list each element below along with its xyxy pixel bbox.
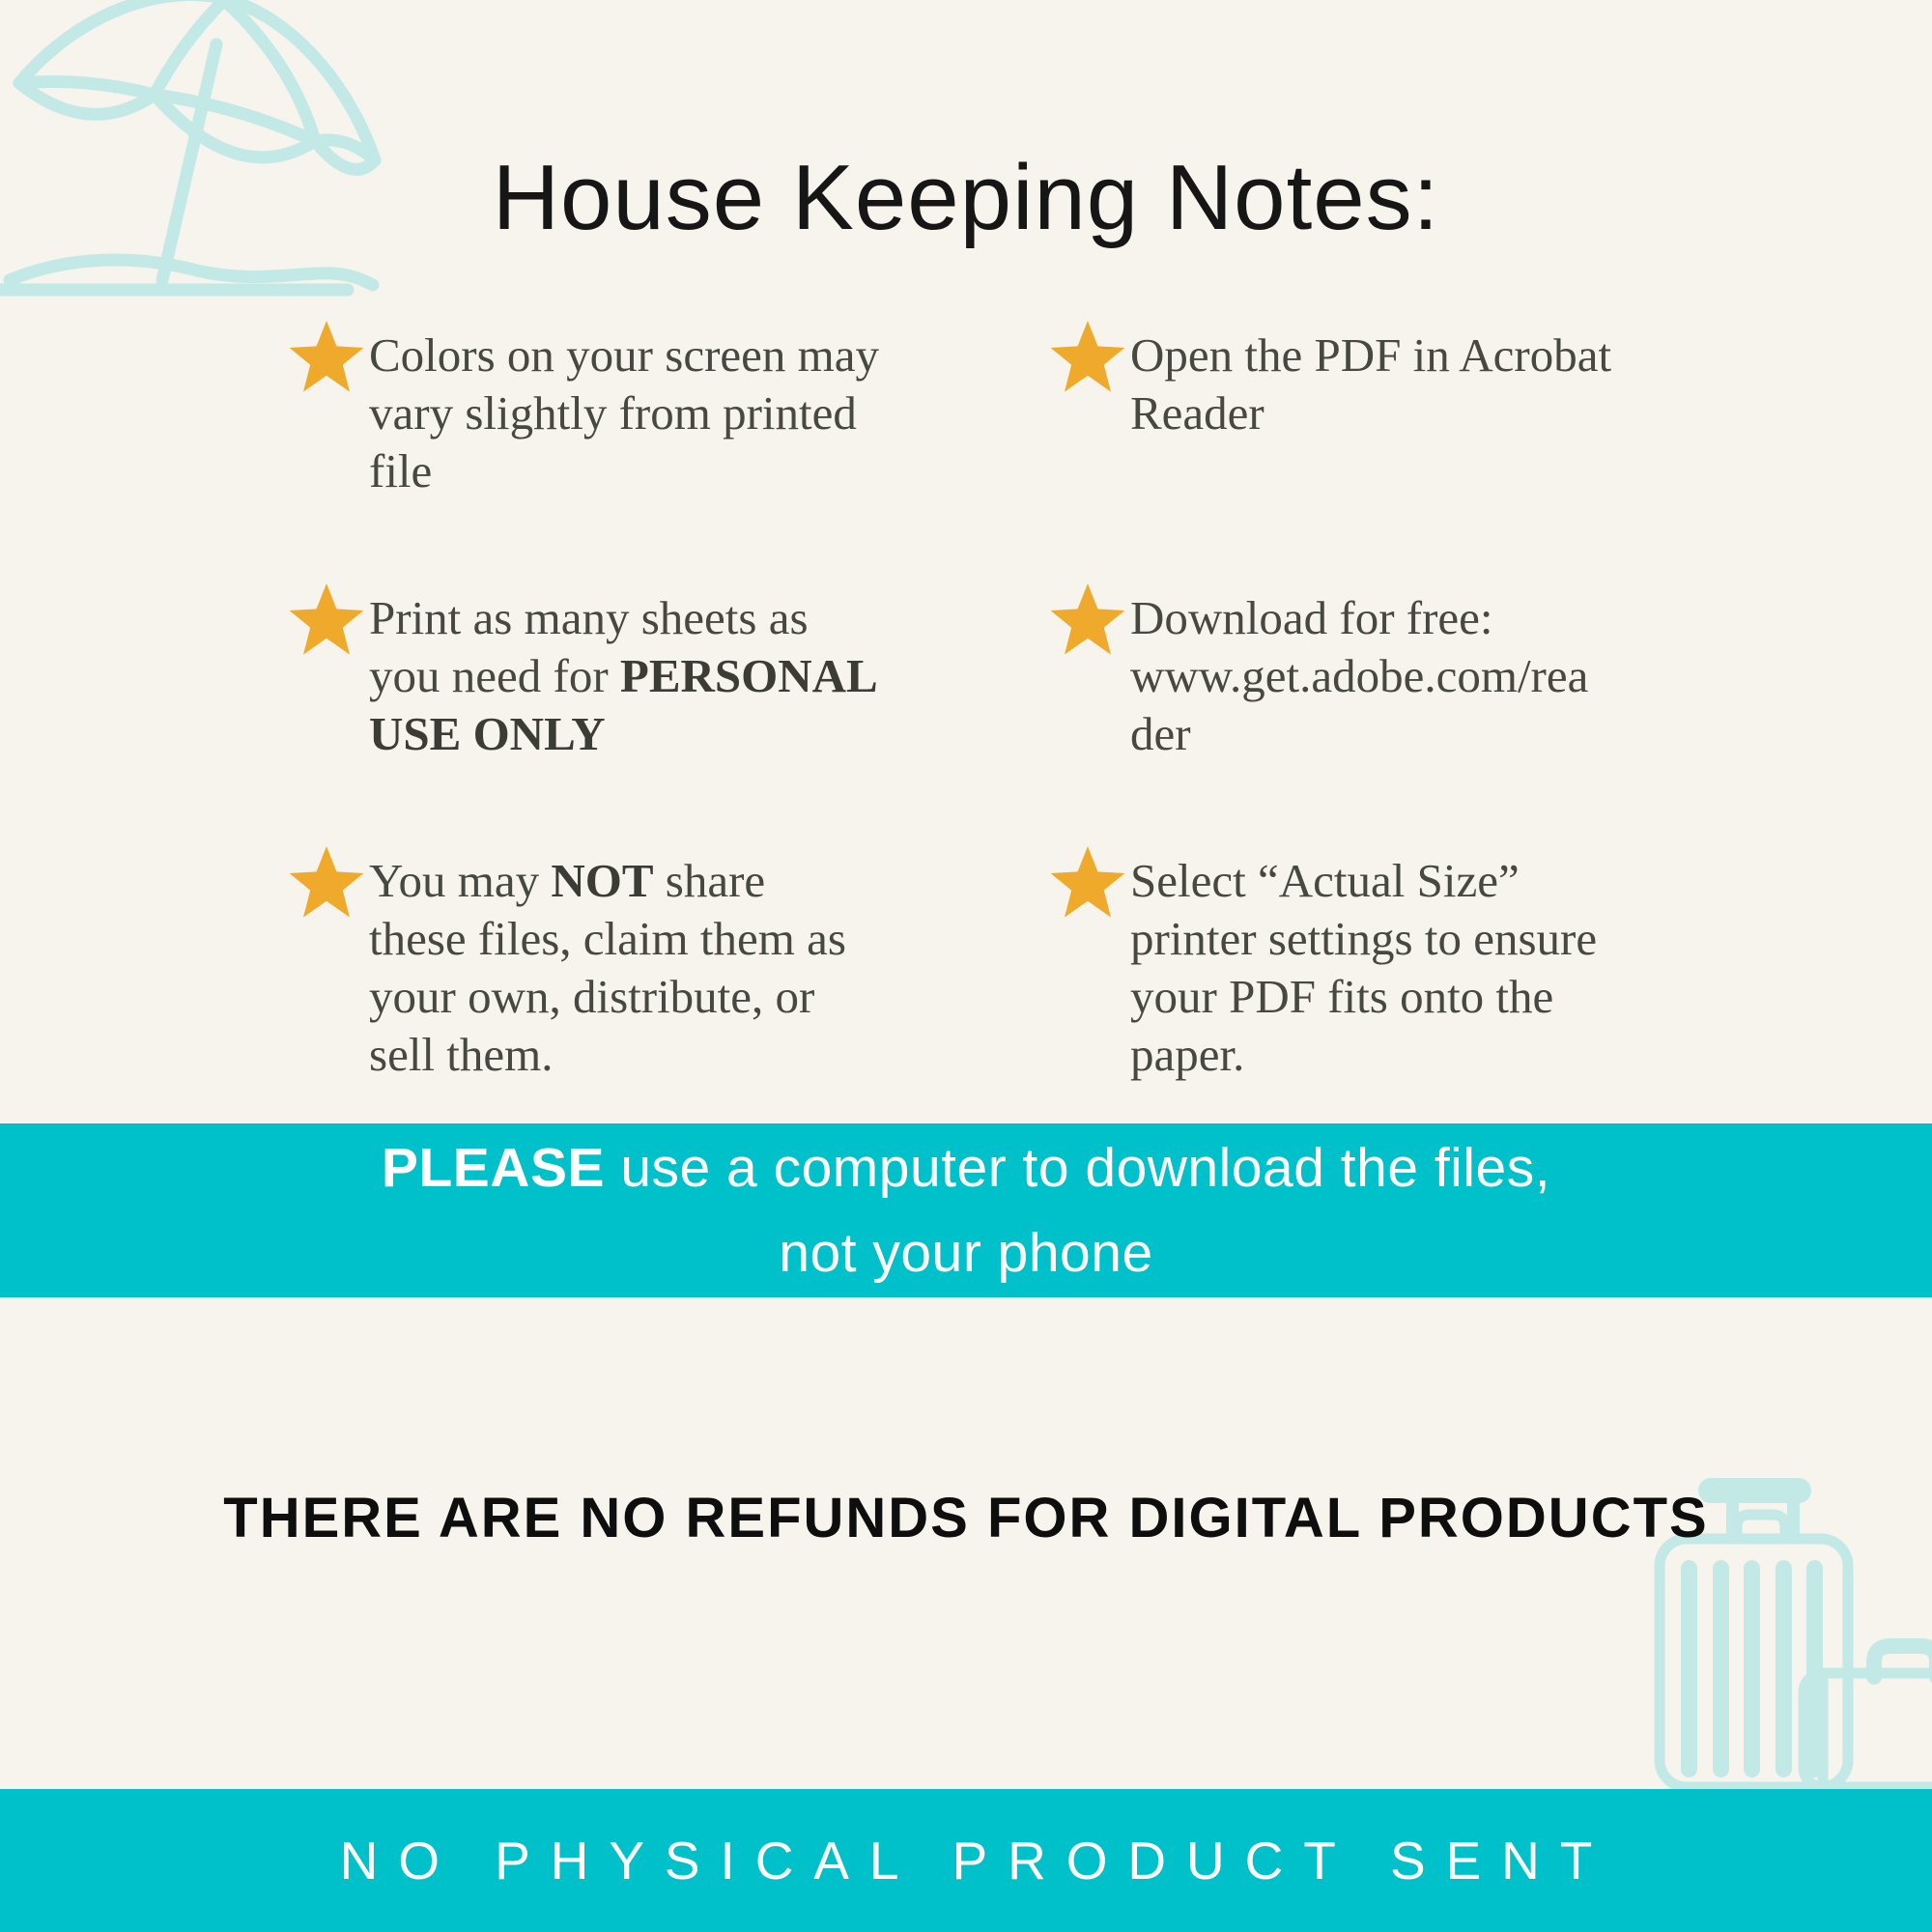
text-line (369, 852, 846, 910)
banner-line-2 (779, 1210, 1152, 1295)
star-icon (1049, 321, 1126, 394)
text-line (369, 968, 846, 1026)
note-no-sharing (288, 852, 1049, 1084)
note-open-acrobat (1049, 327, 1766, 500)
text-segment: these files, claim them as (369, 912, 846, 965)
text-line (369, 442, 879, 500)
text-line (369, 647, 878, 705)
text-line (1130, 647, 1588, 705)
text-line (1130, 968, 1597, 1026)
text-line (369, 705, 878, 763)
no-physical-product-banner (0, 1789, 1932, 1932)
download-instruction-banner (0, 1123, 1932, 1297)
star-icon (288, 846, 365, 920)
text-segment: You may (369, 854, 552, 907)
star-icon (288, 583, 365, 657)
text-line (369, 589, 878, 647)
text-line (1130, 910, 1597, 968)
text-segment: www.get.adobe.com/rea (1130, 649, 1589, 702)
note-actual-size (1049, 852, 1766, 1084)
text-segment: file (369, 444, 433, 497)
text-segment: PERSONAL (619, 649, 878, 702)
text-segment: printer settings to ensure (1130, 912, 1598, 965)
note-text (1130, 852, 1597, 1084)
note-text (369, 327, 879, 500)
umbrella-panel-left (19, 82, 155, 115)
text-segment: NOT (551, 854, 654, 907)
no-refunds-statement: THERE ARE NO REFUNDS FOR DIGITAL PRODUCTS (223, 1487, 1709, 1549)
text-segment: PLEASE (381, 1137, 605, 1199)
sand-mound (10, 260, 373, 285)
text-segment: use a computer to download the files, (604, 1137, 1551, 1199)
text-segment: paper. (1130, 1028, 1245, 1081)
text-line (1130, 327, 1611, 384)
note-text (1130, 327, 1611, 442)
star-icon (288, 321, 365, 394)
text-segment: not your phone (779, 1222, 1153, 1284)
text-line (369, 384, 879, 442)
text-line (1130, 852, 1597, 910)
note-text (369, 589, 878, 763)
text-segment: sell them. (369, 1028, 554, 1081)
text-segment: der (1130, 707, 1191, 760)
text-segment: Print as many sheets as (369, 591, 809, 644)
text-segment: Colors on your screen may (369, 328, 879, 382)
note-text (369, 852, 846, 1084)
text-line (369, 1026, 846, 1084)
text-segment: vary slightly from printed (369, 386, 857, 440)
star-icon (1049, 583, 1126, 657)
text-segment: Open the PDF in Acrobat (1130, 328, 1612, 382)
text-line (1130, 705, 1588, 763)
suitcase-rib (1744, 1560, 1760, 1777)
notes-grid (288, 327, 1766, 1084)
page-title: House Keeping Notes: (492, 146, 1440, 249)
text-line (1130, 384, 1611, 442)
text-line (369, 910, 846, 968)
text-line (1130, 589, 1588, 647)
banner-bottom-text: NO PHYSICAL PRODUCT SENT (339, 1831, 1613, 1890)
note-download-free (1049, 589, 1766, 763)
text-segment: your PDF fits onto the (1130, 970, 1554, 1023)
suitcase-rib (1713, 1560, 1729, 1777)
suitcase-rib (1776, 1560, 1792, 1777)
suitcase-rib (1681, 1560, 1697, 1777)
text-line (1130, 1026, 1597, 1084)
text-segment: Reader (1130, 386, 1264, 440)
text-segment: Download for free: (1130, 591, 1493, 644)
text-segment: you need for (369, 649, 620, 702)
text-segment: share (653, 854, 766, 907)
note-colors-vary (288, 327, 1049, 500)
text-segment: Select “Actual Size” (1130, 854, 1520, 907)
text-segment: your own, distribute, or (369, 970, 815, 1023)
note-personal-use (288, 589, 1049, 763)
note-text (1130, 589, 1588, 763)
text-segment: USE ONLY (369, 707, 606, 760)
star-icon (1049, 846, 1126, 920)
text-line (369, 327, 879, 384)
banner-line-1 (382, 1125, 1550, 1210)
